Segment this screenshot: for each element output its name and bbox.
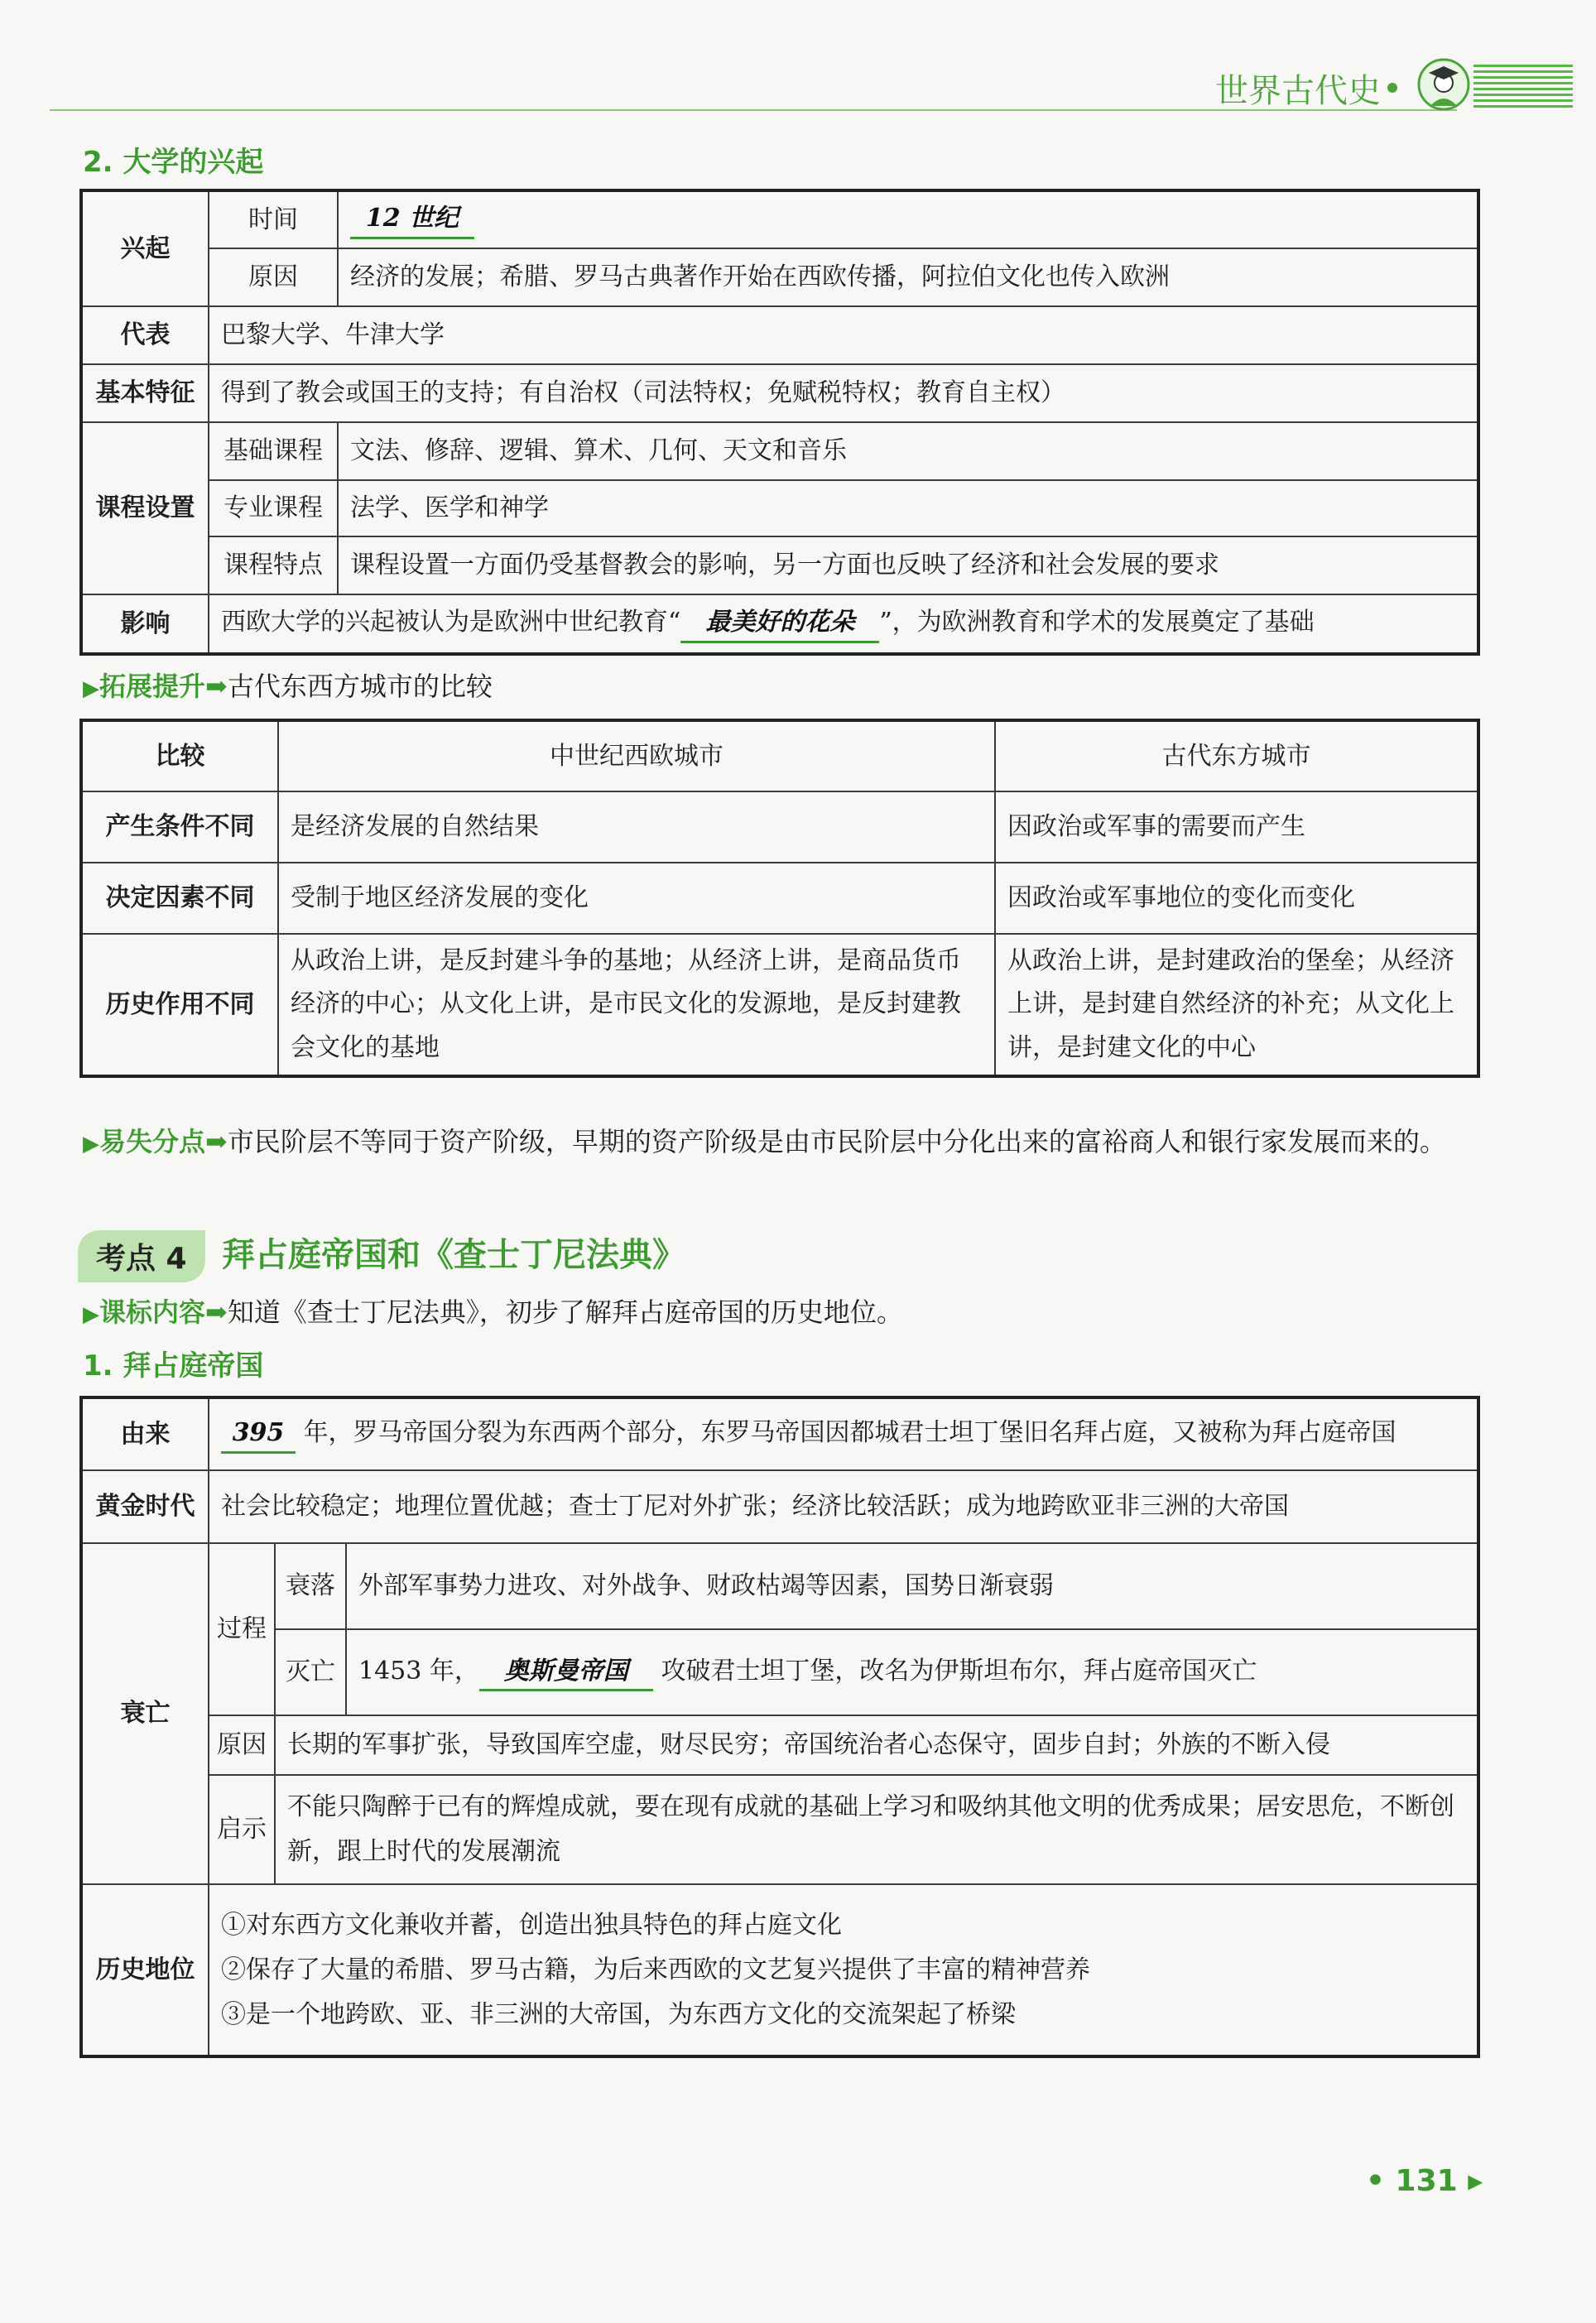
time-value [338, 190, 1478, 248]
kaodian-title: 拜占庭帝国和《查士丁尼法典》 [222, 1236, 685, 1274]
table-cell: 是经济发展的自然结果 [278, 791, 995, 863]
rise-label: 兴起 [81, 190, 209, 306]
table-cell: 因政治或军事的需要而产生 [995, 791, 1478, 863]
pitfall-line [83, 1119, 1482, 1164]
time-label: 时间 [209, 190, 338, 248]
list-item: ③是一个地跨欧、亚、非三洲的大帝国，为东西方文化的交流架起了桥梁 [221, 1999, 1016, 2029]
fall-text: 外部军事势力进攻、对外战争、财政枯竭等因素，国势日渐衰弱 [346, 1543, 1478, 1629]
section-title-byzantine: 1. 拜占庭帝国 [83, 1349, 264, 1383]
perish-value [346, 1629, 1478, 1715]
table-row-label: 决定因素不同 [81, 863, 278, 934]
header-dot [1387, 83, 1397, 93]
reason-label: 原因 [209, 248, 338, 306]
perish-label: 灭亡 [275, 1629, 346, 1715]
feature-value: 得到了教会或国王的支持；有自治权（司法特权；免赋税特权；教育自主权） [209, 364, 1478, 422]
header-title: 世界古代史 [1215, 72, 1381, 110]
university-table [79, 189, 1480, 656]
reason-value: 经济的发展；希腊、罗马古典著作开始在西欧传播，阿拉伯文化也传入欧洲 [338, 248, 1478, 306]
list-item: ②保存了大量的希腊、罗马古籍，为后来西欧的文艺复兴提供了丰富的精神营养 [221, 1955, 1090, 1984]
west-city-header: 中世纪西欧城市 [278, 720, 995, 791]
arrow-icon: ➡ [205, 671, 228, 702]
curriculum-line [83, 1290, 903, 1335]
process-label: 过程 [209, 1543, 275, 1715]
rep-value: 巴黎大学、牛津大学 [209, 306, 1478, 364]
basic-course-value: 文法、修辞、逻辑、算术、几何、天文和音乐 [338, 422, 1478, 480]
kaodian-badge: 考点 4 [78, 1230, 205, 1282]
arrow-icon: ➡ [205, 1296, 228, 1328]
course-char-value: 课程设置一方面仍受基督教会的影响，另一方面也反映了经济和社会发展的要求 [338, 536, 1478, 594]
perish-fill: 奥斯曼帝国 [479, 1653, 653, 1692]
list-item: ①对东西方文化兼收并蓄，创造出独具特色的拜占庭文化 [221, 1910, 842, 1940]
extension-text: 古代东西方城市的比较 [227, 671, 493, 702]
rep-label: 代表 [81, 306, 209, 364]
impact-fill: 最美好的花朵 [680, 604, 879, 643]
lesson-label: 启示 [209, 1775, 275, 1884]
table-cell: 受制于地区经济发展的变化 [278, 863, 995, 934]
page-number: • 131 ▸ [1366, 2164, 1483, 2198]
impact-value [209, 594, 1478, 654]
status-list [209, 1884, 1478, 2056]
arrow-icon: ➡ [205, 1126, 228, 1157]
byzantine-table [79, 1396, 1480, 2058]
time-fill: 12 世纪 [350, 200, 474, 239]
status-label: 历史地位 [81, 1884, 209, 2056]
curriculum-tag: 课标内容 [99, 1296, 206, 1328]
course-char-label: 课程特点 [209, 536, 338, 594]
student-avatar-icon [1417, 58, 1470, 111]
fall-label: 衰落 [275, 1543, 346, 1629]
city-comparison-table [79, 719, 1480, 1078]
major-course-label: 专业课程 [209, 480, 338, 536]
table-cell: 因政治或军事地位的变化而变化 [995, 863, 1478, 934]
perish-post: 攻破君士坦丁堡，改名为伊斯坦布尔，拜占庭帝国灭亡 [661, 1656, 1257, 1686]
extension-line [83, 664, 493, 709]
table-row-label: 历史作用不同 [81, 934, 278, 1076]
impact-pre: 西欧大学的兴起被认为是欧洲中世纪教育“ [221, 608, 681, 637]
triangle-icon: ▶ [83, 676, 99, 701]
cause-label: 原因 [209, 1715, 275, 1775]
compare-header: 比较 [81, 720, 278, 791]
pitfall-tag: 易失分点 [99, 1126, 206, 1157]
header-stripes [1473, 65, 1573, 109]
decline-label: 衰亡 [81, 1543, 209, 1884]
curriculum-text: 知道《查士丁尼法典》，初步了解拜占庭帝国的历史地位。 [227, 1296, 903, 1328]
page-number-value: 131 [1395, 2164, 1458, 2198]
section-title-university: 2. 大学的兴起 [83, 146, 264, 179]
golden-label: 黄金时代 [81, 1470, 209, 1543]
impact-label: 影响 [81, 594, 209, 654]
east-city-header: 古代东方城市 [995, 720, 1478, 791]
golden-text: 社会比较稳定；地理位置优越；查士丁尼对外扩张；经济比较活跃；成为地跨欧亚非三洲的大帝国 [209, 1470, 1478, 1543]
origin-fill: 395 [221, 1415, 296, 1454]
triangle-icon: ▶ [83, 1132, 99, 1157]
extension-tag: 拓展提升 [99, 671, 206, 702]
feature-label: 基本特征 [81, 364, 209, 422]
course-label: 课程设置 [81, 422, 209, 594]
origin-text: 年，罗马帝国分裂为东西两个部分，东罗马帝国因都城君士坦丁堡旧名拜占庭，又被称为拜占庭帝国 [303, 1418, 1396, 1448]
pitfall-text: 市民阶层不等同于资产阶级，早期的资产阶级是由市民阶层中分化出来的富裕商人和银行家发展而来的。 [227, 1126, 1446, 1157]
triangle-icon: ▶ [83, 1302, 99, 1327]
perish-pre: 1453 年， [358, 1656, 479, 1686]
origin-value [209, 1397, 1478, 1470]
major-course-value: 法学、医学和神学 [338, 480, 1478, 536]
table-cell: 从政治上讲，是封建政治的堡垒；从经济上讲，是封建自然经济的补充；从文化上讲，是封建文化的中心 [995, 934, 1478, 1076]
origin-label: 由来 [81, 1397, 209, 1470]
basic-course-label: 基础课程 [209, 422, 338, 480]
lesson-text: 不能只陶醉于已有的辉煌成就，要在现有成就的基础上学习和吸纳其他文明的优秀成果；居安思危，不断创新，跟上时代的发展潮流 [275, 1775, 1478, 1884]
cause-text: 长期的军事扩张，导致国库空虚，财尽民穷；帝国统治者心态保守，固步自封；外族的不断入侵 [275, 1715, 1478, 1775]
impact-post: ”，为欧洲教育和学术的发展奠定了基础 [879, 608, 1315, 637]
table-row-label: 产生条件不同 [81, 791, 278, 863]
table-cell: 从政治上讲，是反封建斗争的基地；从经济上讲，是商品货币经济的中心；从文化上讲，是市民文化的发源地，是反封建教会文化的基地 [278, 934, 995, 1076]
